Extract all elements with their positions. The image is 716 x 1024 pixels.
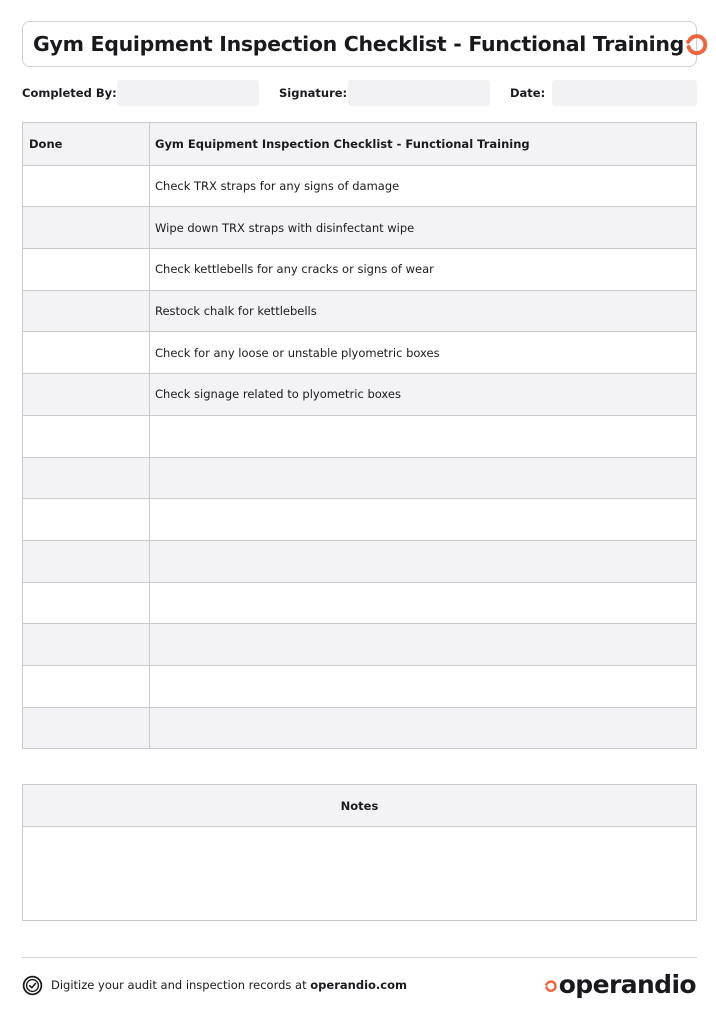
table-row <box>23 331 696 373</box>
signature-label: Signature: <box>279 86 348 100</box>
done-cell[interactable] <box>23 207 150 248</box>
task-cell: Check kettlebells for any cracks or signs of wear <box>155 262 434 277</box>
task-cell <box>150 499 696 540</box>
footer-link[interactable]: operandio.com <box>310 978 407 992</box>
header-done: Done <box>23 123 150 165</box>
table-row <box>23 582 696 624</box>
done-cell[interactable] <box>23 332 150 373</box>
done-cell[interactable] <box>23 708 150 749</box>
brand-name: operandio <box>558 969 696 999</box>
date-label: Date: <box>510 86 546 100</box>
done-cell[interactable] <box>23 249 150 290</box>
task-cell: Check TRX straps for any signs of damage <box>155 179 400 194</box>
notes-header: Notes <box>23 785 696 827</box>
done-cell[interactable] <box>23 458 150 499</box>
table-row <box>23 457 696 499</box>
table-row <box>23 665 696 707</box>
signature-field[interactable] <box>348 80 490 106</box>
footer-text: Digitize your audit and inspection records at <box>51 978 307 992</box>
check-circle-icon <box>22 975 43 996</box>
table-row <box>23 415 696 457</box>
notes-section <box>22 784 697 921</box>
table-row <box>23 248 696 290</box>
done-cell[interactable] <box>23 541 150 582</box>
brand-logo <box>544 969 696 999</box>
footer-divider <box>22 957 697 958</box>
table-row <box>23 498 696 540</box>
footer-message <box>22 974 407 996</box>
table-row <box>23 623 696 665</box>
task-cell <box>150 583 696 624</box>
done-cell[interactable] <box>23 166 150 207</box>
table-row <box>23 165 696 207</box>
task-cell <box>150 666 696 707</box>
header-task: Gym Equipment Inspection Checklist - Functional Training <box>155 136 530 151</box>
done-cell[interactable] <box>23 583 150 624</box>
table-header-row <box>23 123 696 165</box>
checklist-table <box>22 122 697 749</box>
done-cell[interactable] <box>23 666 150 707</box>
table-row <box>23 540 696 582</box>
task-cell: Wipe down TRX straps with disinfectant wipe <box>155 220 415 235</box>
task-cell <box>150 458 696 499</box>
page-title: Gym Equipment Inspection Checklist - Functional Training <box>33 32 685 56</box>
done-cell[interactable] <box>23 499 150 540</box>
done-cell[interactable] <box>23 291 150 332</box>
operandio-logo-icon <box>684 31 710 57</box>
operandio-brand-icon <box>544 979 558 993</box>
date-field[interactable] <box>552 80 697 106</box>
done-cell[interactable] <box>23 416 150 457</box>
title-box <box>22 21 697 67</box>
table-row <box>23 206 696 248</box>
done-cell[interactable] <box>23 624 150 665</box>
completed-by-label: Completed By: <box>22 86 117 100</box>
done-cell[interactable] <box>23 374 150 415</box>
task-cell: Check signage related to plyometric boxes <box>155 387 401 402</box>
completed-by-field[interactable] <box>117 80 259 106</box>
task-cell <box>150 416 696 457</box>
table-row <box>23 373 696 415</box>
task-cell: Restock chalk for kettlebells <box>155 304 317 319</box>
table-row <box>23 290 696 332</box>
table-row <box>23 707 696 749</box>
task-cell: Check for any loose or unstable plyometric boxes <box>155 345 440 360</box>
task-cell <box>150 624 696 665</box>
notes-area[interactable] <box>23 827 696 920</box>
task-cell <box>150 708 696 749</box>
task-cell <box>150 541 696 582</box>
meta-row <box>22 80 697 106</box>
